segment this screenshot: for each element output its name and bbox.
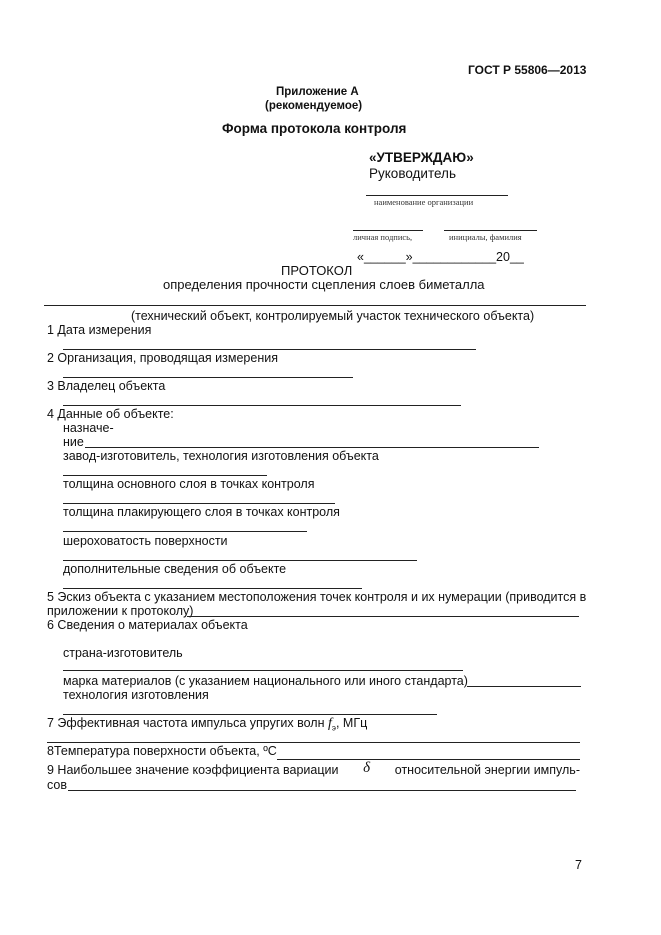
item-4-rough-field[interactable]	[63, 560, 417, 561]
item-9-text-a: 9 Наибольшее значение коэффициента вариации	[47, 763, 339, 777]
item-9-text-b: относительной энергии импуль-	[394, 763, 580, 777]
item-6-tech-field[interactable]	[63, 714, 437, 715]
item-3-field[interactable]	[63, 405, 461, 406]
item-4-extra-label: дополнительные сведения об объекте	[63, 562, 287, 576]
item-6-grade-field[interactable]	[467, 686, 581, 687]
item-4-purpose-label-a: назначе-	[63, 421, 114, 435]
variation-symbol: δ	[363, 760, 371, 776]
item-6-country-field[interactable]	[63, 670, 463, 671]
signature-line[interactable]	[353, 230, 423, 231]
item-4-purpose-field[interactable]	[85, 447, 539, 448]
standard-code: ГОСТ Р 55806—2013	[468, 63, 587, 77]
item-4-base-field[interactable]	[63, 503, 335, 504]
object-line[interactable]	[44, 305, 586, 306]
protocol-title: ПРОТОКОЛ	[281, 263, 353, 278]
page-number: 7	[575, 858, 582, 872]
item-6-grade-label: марка материалов (с указанием национального или иного стандарта)	[63, 674, 468, 688]
approve-label: «УТВЕРЖДАЮ»	[369, 150, 474, 165]
initials-line[interactable]	[444, 230, 537, 231]
item-1-field[interactable]	[63, 349, 476, 350]
item-4-base-label: толщина основного слоя в точках контроля	[63, 477, 315, 491]
frequency-symbol: f	[327, 716, 332, 731]
item-2-field[interactable]	[63, 377, 353, 378]
item-5-field[interactable]	[187, 616, 579, 617]
item-5-label-a: 5 Эскиз объекта с указанием местоположения точек контроля и их нумерации (приводится в	[47, 590, 587, 604]
item-4-label: 4 Данные об объекте:	[47, 407, 174, 421]
item-4-clad-label: толщина плакирующего слоя в точках контроля	[63, 505, 340, 519]
frequency-unit: , МГц	[335, 716, 368, 730]
item-5-label-b: приложении к протоколу)	[47, 604, 194, 618]
item-4-extra-field[interactable]	[63, 588, 362, 589]
form-title: Форма протокола контроля	[222, 121, 407, 136]
item-9-field[interactable]	[68, 790, 576, 791]
frequency-subscript: э	[331, 723, 336, 733]
appendix-subtitle: (рекомендуемое)	[265, 100, 363, 112]
item-1-label: 1 Дата измерения	[47, 323, 152, 337]
approval-date: «______»____________20__	[357, 250, 524, 264]
object-caption: (технический объект, контролируемый участок технического объекта)	[131, 309, 535, 323]
item-4-clad-field[interactable]	[63, 531, 307, 532]
item-4-maker-field[interactable]	[63, 475, 267, 476]
item-9-label-a	[47, 760, 580, 777]
item-7-field[interactable]	[47, 742, 580, 743]
item-4-purpose-label-b: ние	[63, 435, 84, 449]
item-6-label: 6 Сведения о материалах объекта	[47, 618, 248, 632]
item-4-maker-label: завод-изготовитель, технология изготовления объекта	[63, 449, 379, 463]
item-3-label: 3 Владелец объекта	[47, 379, 166, 393]
head-label: Руководитель	[369, 166, 456, 181]
signature-caption: личная подпись,	[353, 232, 413, 242]
item-8-field[interactable]	[277, 759, 580, 760]
appendix-title: Приложение А	[276, 86, 359, 98]
item-8-label: 8Температура поверхности объекта, ºС	[47, 744, 277, 758]
item-7-label	[47, 716, 367, 733]
org-caption: наименование организации	[374, 197, 474, 207]
protocol-subtitle: определения прочности сцепления слоев биметалла	[163, 277, 485, 292]
initials-caption: инициалы, фамилия	[449, 232, 522, 242]
item-9-label-c: сов	[47, 778, 67, 792]
item-6-country-label: страна-изготовитель	[63, 646, 183, 660]
org-name-line[interactable]	[366, 195, 508, 196]
item-6-tech-label: технология изготовления	[63, 688, 209, 702]
item-7-text: 7 Эффективная частота импульса упругих волн	[47, 716, 325, 730]
item-2-label: 2 Организация, проводящая измерения	[47, 351, 278, 365]
item-4-rough-label: шероховатость поверхности	[63, 534, 228, 548]
